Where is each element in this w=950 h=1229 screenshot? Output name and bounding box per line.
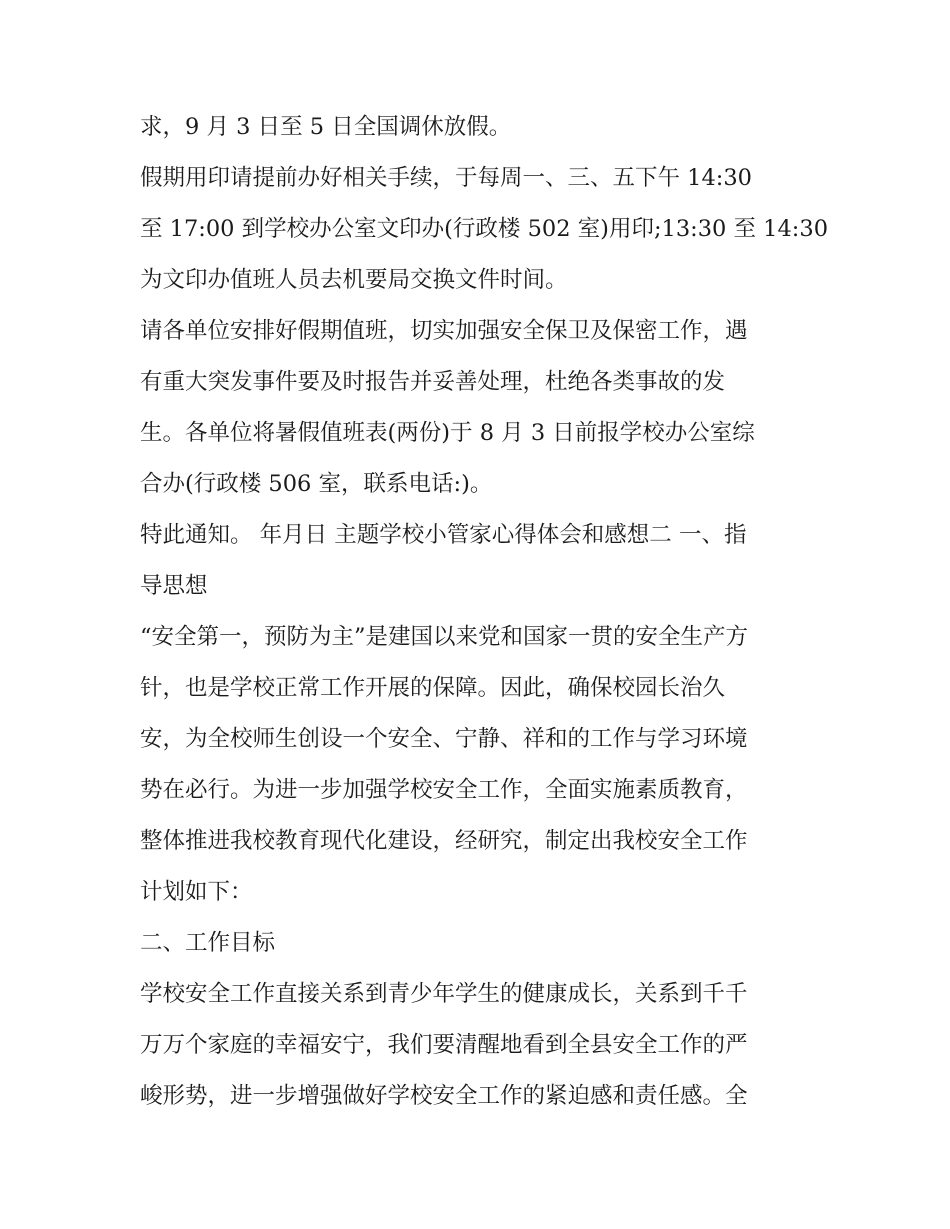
section-heading: 二、工作目标: [140, 930, 276, 956]
document-body: [140, 102, 829, 1122]
text-line: 针，也是学校正常工作开展的保障。因此，确保校园长治久: [140, 675, 726, 701]
text-line: 峻形势，进一步增强做好学校安全工作的紧迫感和责任感。全: [140, 1083, 748, 1109]
text-line: “安全第一，预防为主”是建国以来党和国家一贯的安全生产方: [140, 624, 749, 650]
text-line: 生。各单位将暑假值班表(两份)于 8 月 3 日前报学校办公室综: [140, 420, 755, 446]
text-line: 安，为全校师生创设一个安全、宁静、祥和的工作与学习环境: [140, 726, 748, 752]
text-line: 整体推进我校教育现代化建设，经研究，制定出我校安全工作: [140, 828, 748, 854]
text-line: 至 17:00 到学校办公室文印办(行政楼 502 室)用印;13:30 至 14:30: [140, 216, 829, 242]
text-line: 有重大突发事件要及时报告并妥善处理，杜绝各类事故的发: [140, 369, 726, 395]
text-line: 求，9 月 3 日至 5 日全国调休放假。: [140, 114, 512, 140]
text-line: 导思想: [140, 573, 208, 599]
text-line: 假期用印请提前办好相关手续，于每周一、三、五下午 14:30: [140, 165, 752, 191]
text-line: 合办(行政楼 506 室，联系电话:)。: [140, 471, 493, 497]
text-line: 学校安全工作直接关系到青少年学生的健康成长，关系到千千: [140, 981, 748, 1007]
text-line: 为文印办值班人员去机要局交换文件时间。: [140, 267, 568, 293]
text-line: 特此通知。 年月日 主题学校小管家心得体会和感想二 一、指: [140, 522, 747, 548]
text-line: 计划如下：: [140, 879, 253, 905]
text-line: 万万个家庭的幸福安宁，我们要清醒地看到全县安全工作的严: [140, 1032, 748, 1058]
text-line: 势在必行。为进一步加强学校安全工作，全面实施素质教育，: [140, 777, 748, 803]
text-line: 请各单位安排好假期值班，切实加强安全保卫及保密工作，遇: [140, 318, 748, 344]
